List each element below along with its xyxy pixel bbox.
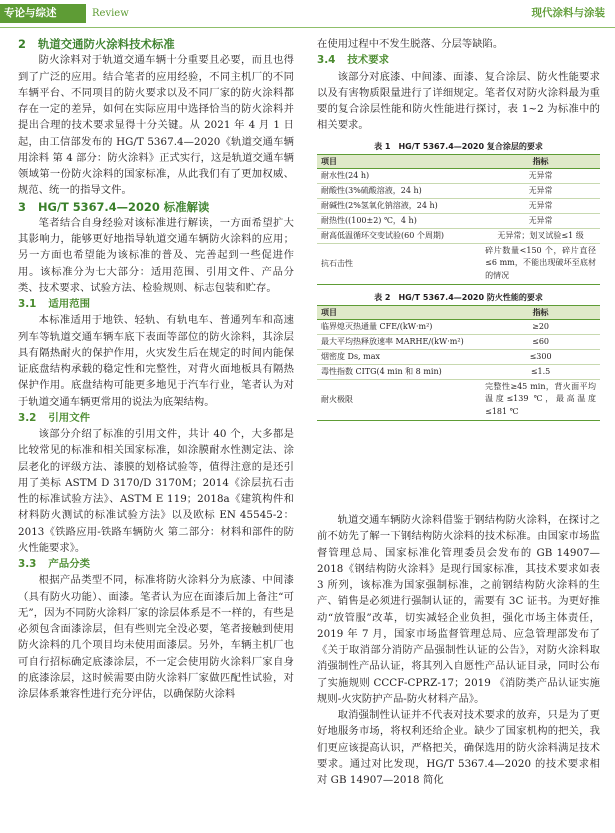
table-2-caption: 表 2 HG/T 5367.4—2020 防火性能的要求 xyxy=(374,292,543,302)
table-cell: 完整性≥45 min，背火面平均温度≤139 ℃，最高温度≤181 ℃ xyxy=(481,379,600,420)
page-header xyxy=(0,0,615,26)
table-cell: 耐碱性(2%氢氧化钠溶液，24 h) xyxy=(317,198,481,213)
table-cell: 无异常 xyxy=(481,168,600,183)
table-row xyxy=(317,183,600,198)
table-cell: 耐热性((100±2) ℃，4 h) xyxy=(317,213,481,228)
paragraph: 该部分介绍了标准的引用文件，共计 40 个，大多都是比较常见的标准和相关国家标准，如涂膜耐水性测定法、涂层老化的评级方法、漆膜的划格试验等，值得注意的是还引用了美标 ASTM D 3170/D 3170M；2014《涂层抗石击性的标准试验方法》、ASTM E 119；2018a《建筑构件和材料防火测试的标准试验方法》以及欧标 EN 45545-2：2013《铁路应用-铁路车辆防火 第二部分：材料和部件的防火性能要求》。 xyxy=(18,428,294,554)
section-title: 产品分类 xyxy=(48,558,90,570)
section-number: 3.3 xyxy=(18,558,37,570)
table-cell: 临界熄灭热通量 CFE/(kW·m²) xyxy=(317,319,481,334)
table-cell: 耐水性(24 h) xyxy=(317,168,481,183)
section-number: 3.1 xyxy=(18,298,37,310)
section-number: 3 xyxy=(18,199,26,214)
right-column-top xyxy=(317,36,600,421)
table-header-cell: 项目 xyxy=(317,154,481,168)
table-cell: ≥20 xyxy=(481,319,600,334)
table-header-cell: 指标 xyxy=(481,305,600,319)
table-cell: ≤60 xyxy=(481,334,600,349)
table-header-row xyxy=(317,154,600,168)
paragraph: 笔者结合自身经验对该标准进行解读，一方面希望扩大其影响力，能够更好地指导轨道交通车辆防火涂料的应用；另一方面也希望能为该标准的普及、完善起到一些促进作用。该标准分为七大部分：适用范围、引用文件、产品分类、技术要求、试验方法、检验规则、标志包装和贮存。 xyxy=(18,216,294,294)
table-cell: 耐酸性(3%硫酸溶液，24 h) xyxy=(317,183,481,198)
right-column-bottom xyxy=(317,512,600,788)
table-cell: 碎片数量<150 个，碎片直径≤6 mm，不能出现破坏至底材的情况 xyxy=(481,243,600,284)
table-header-row xyxy=(317,305,600,319)
paragraph: 本标准适用于地铁、轻轨、有轨电车、普通列车和高速列车等轨道交通车辆车底下表面等部位的防火涂料，其涂层具有隔热耐火的保护作用，火灾发生后在规定的时间内能保证底盘结构承载的稳定性和完整性，对背火面地板具有隔热保护作用。底盘结构可能更多地见于汽车行业，笔者认为对于轨道交通车辆更常用的说法为底架结构。 xyxy=(18,314,294,408)
section-3-2-heading xyxy=(18,410,294,426)
table-row xyxy=(317,168,600,183)
section-3-heading xyxy=(18,199,294,215)
table-cell: ≤1.5 xyxy=(481,364,600,379)
paragraph: 防火涂料对于轨道交通车辆十分重要且必要，而且也得到了广泛的应用。结合笔者的应用经验，不同主机厂的不同车辆平台、不同项目的防火要求以及不同厂家的防火涂料都存在一定的差异，如何在实际应用中选择恰当的防火涂料并提出合理的技术要求显得十分关键。从 2021 年 4 月 1 日起，由工信部发布的 HG/T 5367.4—2020《轨道交通车辆用涂料 第 4 部分：防火涂料》正式实行，这是轨道交通车辆领域第一份防火涂料的国家标准，从此我们有了更加权威、规范、统一的指导文件。 xyxy=(18,54,294,197)
table-cell: 烟密度 Ds, max xyxy=(317,349,481,364)
section-title: 轨道交通防火涂料技术标准 xyxy=(37,37,175,51)
table-cell: 无异常 xyxy=(481,213,600,228)
table-row xyxy=(317,364,600,379)
paragraph-continued: 在使用过程中不发生脱落、分层等缺陷。 xyxy=(317,38,504,50)
table-row xyxy=(317,198,600,213)
table-cell: 最大平均热释放速率 MARHE/(kW·m²) xyxy=(317,334,481,349)
table-row xyxy=(317,319,600,334)
table-cell: 耐火极限 xyxy=(317,379,481,420)
table-row xyxy=(317,243,600,284)
table-cell: 无异常 xyxy=(481,198,600,213)
header-rule xyxy=(0,27,615,28)
table-row xyxy=(317,213,600,228)
paragraph: 取消强制性认证并不代表对技术要求的放弃，只是为了更好地服务市场，将权利还给企业。缺少了国家机构的把关，我们更应该提高认识，严格把关，确保选用的防火涂料满足技术要求。通过对比发现，HG/T 5367.4—2020 的技术要求相对 GB 14907—2018 简化 xyxy=(317,709,600,786)
section-3-4-heading xyxy=(317,52,600,68)
table-cell: 无异常 xyxy=(481,183,600,198)
table-1 xyxy=(317,154,600,285)
table-header-cell: 项目 xyxy=(317,305,481,319)
section-number: 3.4 xyxy=(317,54,336,67)
table-cell: 毒性指数 CITG(4 min 和 8 min) xyxy=(317,364,481,379)
journal-section-sub: Review xyxy=(92,8,129,19)
table-row xyxy=(317,379,600,420)
table-cell: ≤300 xyxy=(481,349,600,364)
section-title: 适用范围 xyxy=(48,298,90,310)
table-cell: 无异常；划叉试验≤1 级 xyxy=(481,228,600,243)
paragraph: 根据产品类型不同，标准将防火涂料分为底漆、中间漆（具有防火功能）、面漆。笔者认为应在面漆后加上备注“可无”，因为不同防火涂料厂家的涂层体系是不一样的，有些是必须包含面漆涂层，但有些则完全没必要，笔者接触到使用防火涂料的几个项目均未使用面漆层。另外，车辆主机厂也可自行招标确定底漆涂层，不一定会使用防火涂料厂家自身的底漆涂层，这时候需要由防火涂料厂家做匹配性试验，对涂层体系兼容性进行充分评估，以确保防火涂料 xyxy=(18,574,294,700)
section-title: 技术要求 xyxy=(347,54,389,67)
table-header-cell: 指标 xyxy=(481,154,600,168)
table-row xyxy=(317,349,600,364)
section-number: 2 xyxy=(18,37,26,51)
left-column xyxy=(18,36,294,702)
section-number: 3.2 xyxy=(18,411,37,424)
table-row xyxy=(317,228,600,243)
section-3-3-heading xyxy=(18,556,294,572)
paragraph: 该部分对底漆、中间漆、面漆、复合涂层、防火性能要求以及有害物质限量进行了详细规定。笔者仅对防火涂料最为重要的复合涂层性能和防火性能进行探讨，表 1~2 为标准中的相关要求。 xyxy=(317,70,600,132)
table-2 xyxy=(317,305,600,421)
table-1-caption: 表 1 HG/T 5367.4—2020 复合涂层的要求 xyxy=(374,141,543,151)
section-title: HG/T 5367.4—2020 标准解读 xyxy=(37,199,210,214)
journal-section-label: 专论与综述 xyxy=(0,4,86,23)
journal-title: 现代涂料与涂装 xyxy=(531,7,605,19)
table-cell: 抗石击性 xyxy=(317,243,481,284)
section-title: 引用文件 xyxy=(48,411,90,424)
table-row xyxy=(317,334,600,349)
section-3-1-heading xyxy=(18,296,294,312)
section-2-heading xyxy=(18,36,294,52)
table-cell: 耐高低温循环交变试验(60 个周期) xyxy=(317,228,481,243)
paragraph: 轨道交通车辆防火涂料借鉴于钢结构防火涂料，在探讨之前不妨先了解一下钢结构防火涂料的技术标准。由国家市场监督管理总局、国家标准化管理委员会发布的 GB 14907—2018《钢结构防火涂料》是现行国家标准，其技术要求如表 3 所列，该标准为国家强制标准，之前钢结构防火涂料的生产、销售是必须进行强制认证的，需要有 3C 证书。为更好推动“放管服”改革，切实减轻企业负担，强化市场主体责任，2019 年 7 月，国家市场监督管理总局、应急管理部发布了《关于取消部分消防产品强制性认证的公告》，对防火涂料取消强制性产品认证，将其列入自愿性产品认证目录，同时公布了实施规则 CCCF-CPRZ-17；2019 《消防类产品认证实施规则-火灾防护产品-防火材料产品》。 xyxy=(317,514,600,705)
